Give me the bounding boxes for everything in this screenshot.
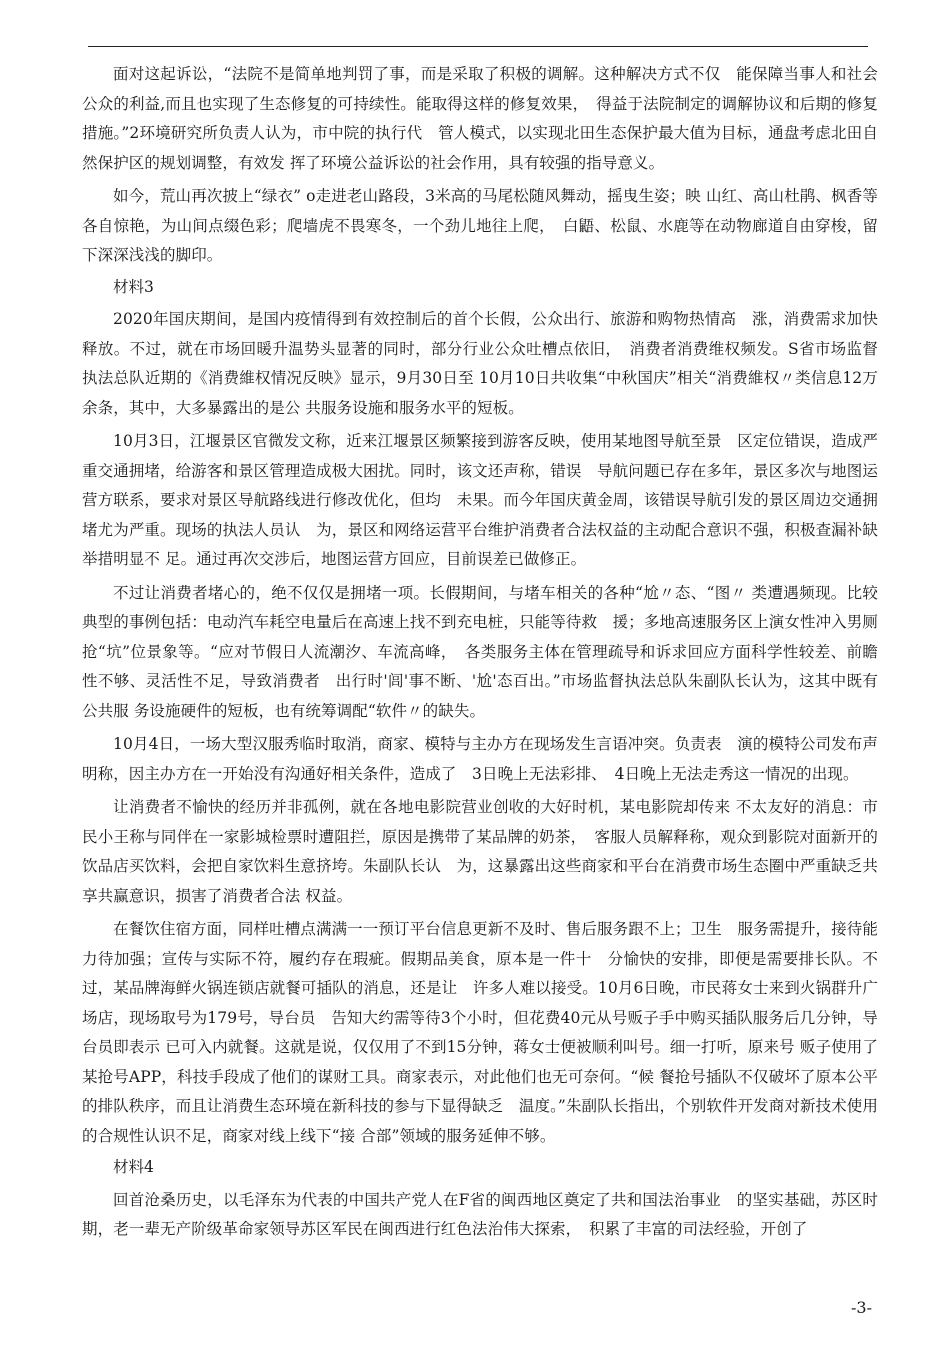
material-3-paragraph-4: 10月4日，一场大型汉服秀临时取消，商家、模特与主办方在现场发生言语冲突。负责表 演的模特公司发布声明称，因主办方在一开始没有沟通好相关条件，造成了 3日晚上无法彩排、 4日晚上无法走秀这一情况的出现。 xyxy=(82,735,878,783)
material-3-paragraph-6: 在餐饮住宿方面，同样吐槽点满满一一预订平台信息更新不及时、售后服务跟不上；卫生 服务需提升，接待能力待加强；宣传与实际不符，履约存在瑕疵。假期品美食，原本是一件十 分愉快的安排，即便是需要排长队。不过，某品牌海鲜火锅连锁店就餐可插队的消息，还是让 许多人难以接受。10月6日晚，市民蒋女士来到火锅群升广场店，现场取号为179号，导台员 告知大约需等待3个小时，但花费40元从号贩子手中购买插队服务后几分钟，导台员即表示 已可入内就餐。这就是说，仅仅用了不到15分钟，蒋女士便被顺利叫号。细一打听，原来号 贩子使用了某抢号APP，科技手段成了他们的谋财工具。商家表示，对此他们也无可奈何。“候 餐抢号插队不仅破坏了原本公平的排队秩序，而且让消费生态环境在新科技的参与下显得缺乏 温度。”朱副队长指出，个别软件开发商对新技术使用的合规性认识不足，商家对线上线下“接 合部”领域的服务延伸不够。 xyxy=(82,920,878,1145)
material-3-paragraph-1: 2020年国庆期间，是国内疫情得到有效控制后的首个长假，公众出行、旅游和购物热情高 涨，消费需求加快释放。不过，就在市场回暖升温势头显著的同时，部分行业公众吐槽点依旧， 消费者消费维权频发。S省市场监督执法总队近期的《消费維权情况反映》显示，9月30日至 10月10日共收集“中秋国庆”相关“消费維权〃类信息12万余条，其中，大多暴露出的是公 共服务设施和服务水平的短板。 xyxy=(82,310,878,417)
page-number: -3- xyxy=(851,1298,872,1317)
material-3-paragraph-5: 让消费者不愉快的经历并非孤例，就在各地电影院营业创收的大好时机，某电影院却传来 不太友好的消息：市民小王称与同伴在一家影城检票时遭阻拦，原因是携带了某品牌的奶茶， 客服人员解释称，观众到影院对面新开的饮品店买饮料，会把自家饮料生意挤垮。朱副队长认 为，这暴露出这些商家和平台在消费市场生态圈中严重缺乏共享共赢意识，损害了消费者合法 权益。 xyxy=(82,798,878,905)
paragraph-intro-1: 面对这起诉讼，“法院不是简单地判罚了事，而是采取了积极的调解。这种解决方式不仅 能保障当事人和社会公众的利益,而且也实现了生态修复的可持续性。能取得这样的修复效果， 得益于法院制定的调解协议和后期的修复措施。”2环境研究所负责人认为，市中院的执行代 管人模式，以实现北田生态保护最大值为目标，通盘考虑北田自然保护区的规划调整，有效发 挥了环境公益诉讼的社会作用，具有较强的指导意义。 xyxy=(82,65,878,172)
material-3-paragraph-3: 不过让消费者堵心的，绝不仅仅是拥堵一项。长假期间，与堵车相关的各种“尬〃态、“图〃 类遭遇频现。比较典型的事例包括：电动汽车耗空电量后在高速上找不到充电桩，只能等待救 援；多地高速服务区上演女性冲入男厕抢“坑”位景象等。“应对节假日人流潮汐、车流高峰， 各类服务主体在管理疏导和诉求回应方面科学性较差、前瞻性不够、灵活性不足，导致消费者 出行时'闾'事不断、'尬'态百出。”市场监督执法总队朱副队长认为，这其中既有公共服 务设施硬件的短板，也有统筹调配“软件〃的缺失。 xyxy=(82,583,878,720)
material-3-paragraph-2: 10月3日，江堰景区官微发文称，近来江堰景区频繁接到游客反映，使用某地图导航至景 区定位错误，造成严重交通拥堵，给游客和景区管理造成极大困扰。同时，该文还声称，错误 导航问题已存在多年，景区多次与地图运营方联系，要求对景区导航路线进行修改优化，但均 未果。而今年国庆黄金周，该错误导航引发的景区周边交通拥堵尤为严重。现场的执法人员认 为，景区和网络运营平台维护消费者合法权益的主动配合意识不强，积极查漏补缺举措明显不 足。通过再次交涉后，地图运营方回应，目前误差已做修正。 xyxy=(82,432,878,568)
document-body xyxy=(82,60,878,1245)
material-4-heading: 材料4 xyxy=(113,1158,154,1176)
material-4-paragraph-1: 回首沧桑历史，以毛泽东为代表的中国共产党人在F省的闽西地区奠定了共和国法治事业 的坚实基础，苏区时期，老一辈无产阶级革命家领导苏区军民在闽西进行红色法治伟大探索， 积累了丰富的司法经验，开创了 xyxy=(82,1190,878,1238)
header-rule xyxy=(88,46,868,47)
paragraph-intro-2: 如今，荒山再次披上“绿衣” o走进老山路段，3米高的马尾松随风舞动，摇曳生姿；映 山红、高山杜鹃、枫香等各自惊艳，为山间点缀色彩；爬墙虎不畏寒冬，一个劲儿地往上爬， 白鼯、松鼠、水鹿等在动物廊道自由穿梭，留下深深浅浅的脚印。 xyxy=(82,187,878,264)
material-3-heading: 材料3 xyxy=(113,277,154,296)
